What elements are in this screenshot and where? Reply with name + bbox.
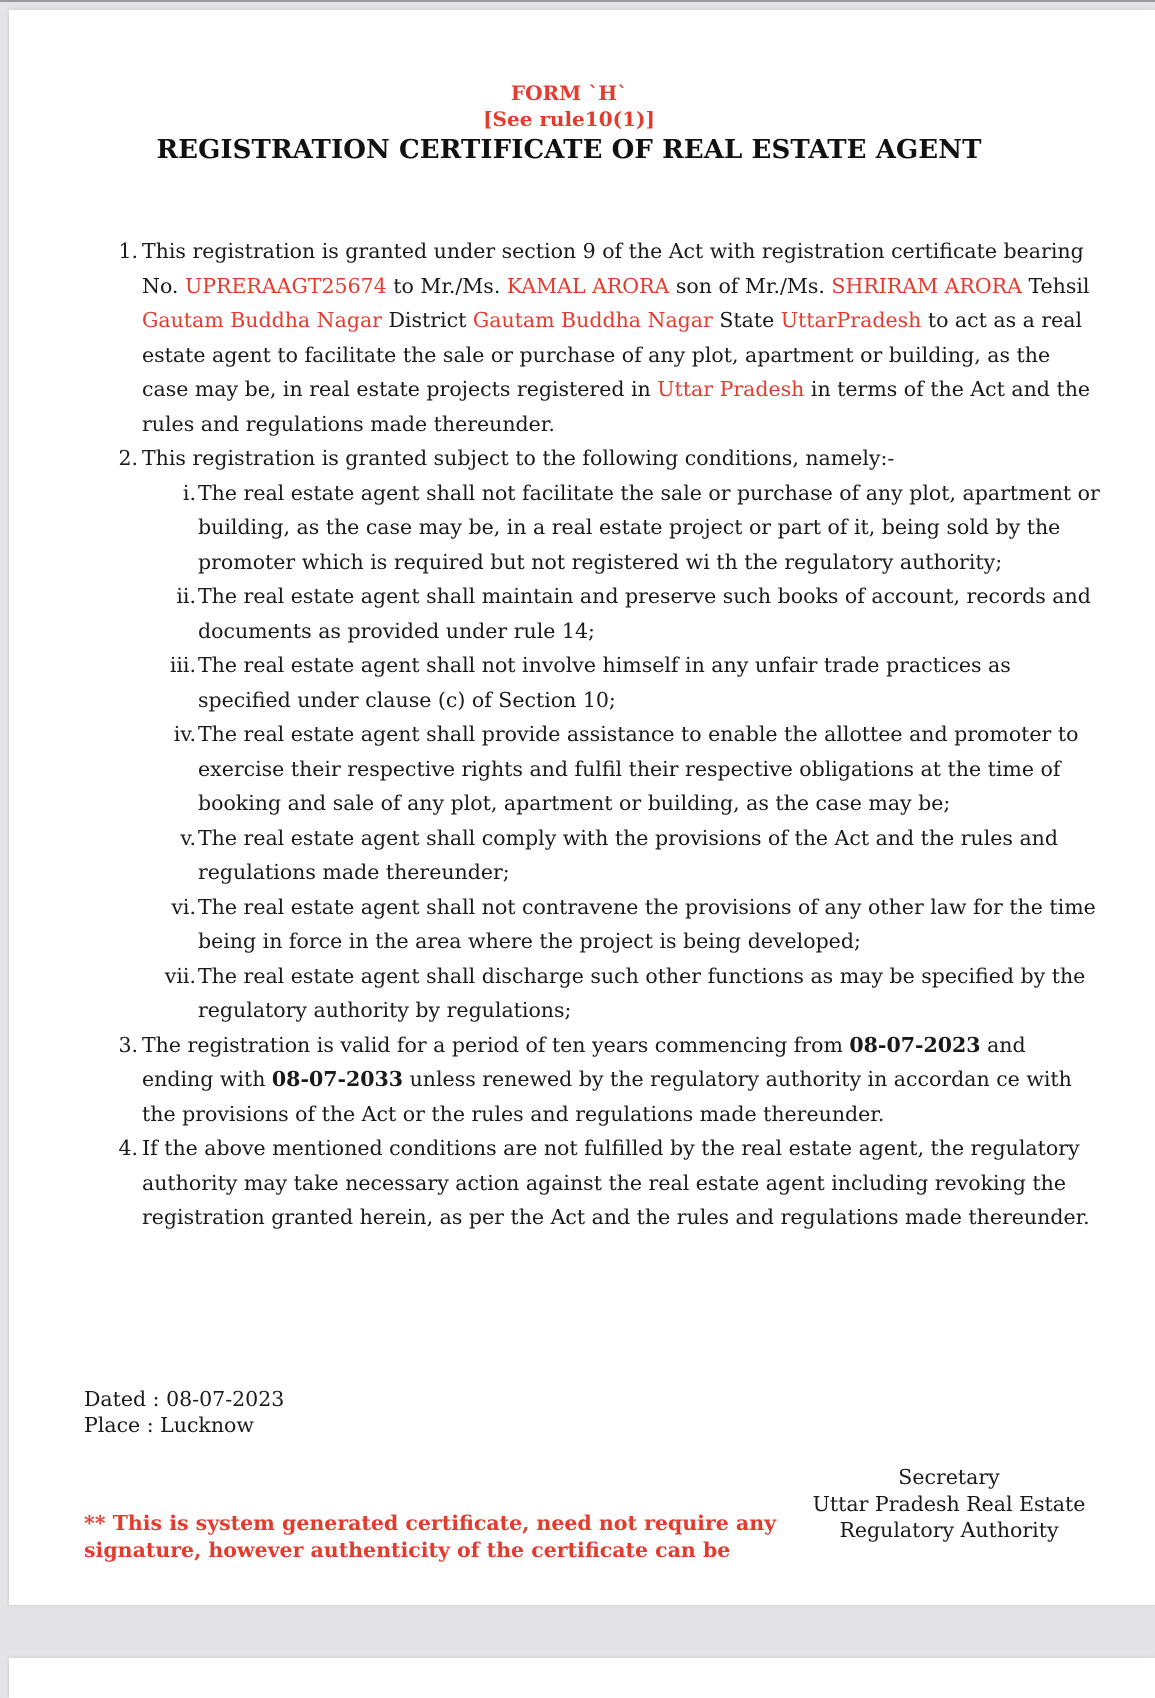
father-name: SHRIRAM ARORA [831, 273, 1022, 298]
condition-item [171, 890, 1102, 959]
condition-text: The real estate agent shall not contravene the provisions of any other law for the time being in force in the area where the project is being developed; [198, 894, 1096, 953]
clause-number: 1. [118, 239, 138, 263]
certificate-header [9, 80, 1129, 168]
district: Gautam Buddha Nagar [472, 308, 713, 332]
validity-start-date: 08-07-2023 [849, 1032, 981, 1057]
clause-number: 4. [118, 1136, 138, 1160]
clause-4 [118, 1131, 1102, 1235]
clause-text: Tehsil [1021, 273, 1090, 298]
clause-text: If the above mentioned conditions are not fulfilled by the real estate agent, the regulatory authority may take necessary action against the real estate agent including revoking the registration granted herein, as per the Act and the rules and regulations made thereunder. [142, 1136, 1090, 1229]
validity-end-date: 08-07-2033 [271, 1067, 404, 1091]
signatory-org-line1: Uttar Pradesh Real Estate [812, 1491, 1086, 1516]
next-document-page [9, 1658, 1155, 1698]
dated-line: Dated : 08-07-2023 [84, 1387, 285, 1411]
document-page [9, 10, 1155, 1605]
form-label: FORM `H` [510, 81, 628, 105]
condition-text: The real estate agent shall not involve himself in any unfair trade practices as specified under clause (c) of Section 10; [198, 653, 1011, 712]
project-state: Uttar Pradesh [657, 377, 805, 401]
condition-number: i. [182, 480, 196, 505]
condition-number: iii. [169, 653, 196, 677]
clause-3 [118, 1028, 1102, 1132]
clause-text: to act as a real estate agent to facilitate the sale or purchase of any plot, apartment or building, as the case may be, in real estate projects registered in [142, 308, 1083, 401]
signatory-block [799, 1464, 1099, 1544]
agent-name: KAMAL ARORA [506, 273, 670, 298]
conditions-list [142, 476, 1102, 1028]
clause-text: son of Mr./Ms. [669, 273, 832, 298]
certificate-body [102, 234, 1102, 1235]
clause-text: in terms of the Act and the rules and regulations made thereunder. [142, 377, 1091, 436]
condition-number: vii. [164, 963, 196, 988]
clause-1 [118, 234, 1102, 441]
certificate-title: REGISTRATION CERTIFICATE OF REAL ESTATE AGENT [156, 135, 982, 165]
condition-text: The real estate agent shall maintain and preserve such books of account, records and documents as provided under rule 14; [198, 584, 1091, 643]
clause-text: The registration is valid for a period of ten years commencing from [142, 1032, 850, 1057]
condition-text: The real estate agent shall not facilitate the sale or purchase of any plot, apartment or building, as the case may be, in a real estate project or part of it, being sold by the promoter which is required but not registered wi th the regulatory authority; [198, 480, 1100, 574]
clause-number: 3. [118, 1032, 138, 1057]
clause-intro: This registration is granted subject to the following conditions, namely:- [142, 446, 895, 470]
clause-text: District [381, 308, 473, 332]
state: UttarPradesh [780, 308, 922, 332]
condition-item [176, 579, 1102, 648]
clause-text: unless renewed by the regulatory authority in accordan ce with the provisions of the Act or the rules and regulations made thereunder. [142, 1067, 1072, 1126]
clauses-list [102, 234, 1102, 1235]
signatory-org-line2: Regulatory Authority [839, 1518, 1059, 1542]
viewer-top-border [0, 0, 1155, 2]
condition-number: ii. [176, 584, 196, 608]
tehsil: Gautam Buddha Nagar [142, 308, 382, 332]
registration-number: UPRERAAGT25674 [184, 273, 387, 298]
clause-number: 2. [118, 446, 138, 470]
condition-text: The real estate agent shall discharge such other functions as may be specified by the regulatory authority by regulations; [198, 963, 1086, 1022]
rule-reference: [See rule10(1)] [483, 107, 655, 131]
condition-number: iv. [173, 722, 196, 746]
clause-text: This registration is granted under section 9 of the Act with registration certificate bearing No. [142, 239, 1084, 298]
date-place-block [84, 1386, 284, 1438]
condition-text: The real estate agent shall provide assistance to enable the allottee and promoter to exercise their respective rights and fulfil their respective obligations at the time of booking and sale of any plot, apartment or building, as the case may be; [198, 722, 1079, 815]
condition-item [169, 648, 1102, 717]
condition-item [164, 959, 1102, 1028]
condition-item [182, 476, 1102, 580]
clause-text: to Mr./Ms. [386, 273, 507, 298]
place-line: Place : Lucknow [84, 1413, 254, 1437]
system-generated-disclaimer: ** This is system generated certificate, need not require any signature, however authenticity of the certificate can be [84, 1511, 777, 1562]
clause-text: and ending with [142, 1032, 1026, 1091]
clause-text: State [712, 308, 781, 332]
condition-number: v. [180, 825, 196, 850]
clause-2 [118, 441, 1102, 1028]
condition-item [180, 821, 1102, 890]
condition-item [173, 717, 1102, 821]
signatory-title: Secretary [898, 1465, 1000, 1489]
condition-text: The real estate agent shall comply with the provisions of the Act and the rules and regulations made thereunder; [198, 825, 1059, 884]
condition-number: vi. [171, 894, 196, 919]
